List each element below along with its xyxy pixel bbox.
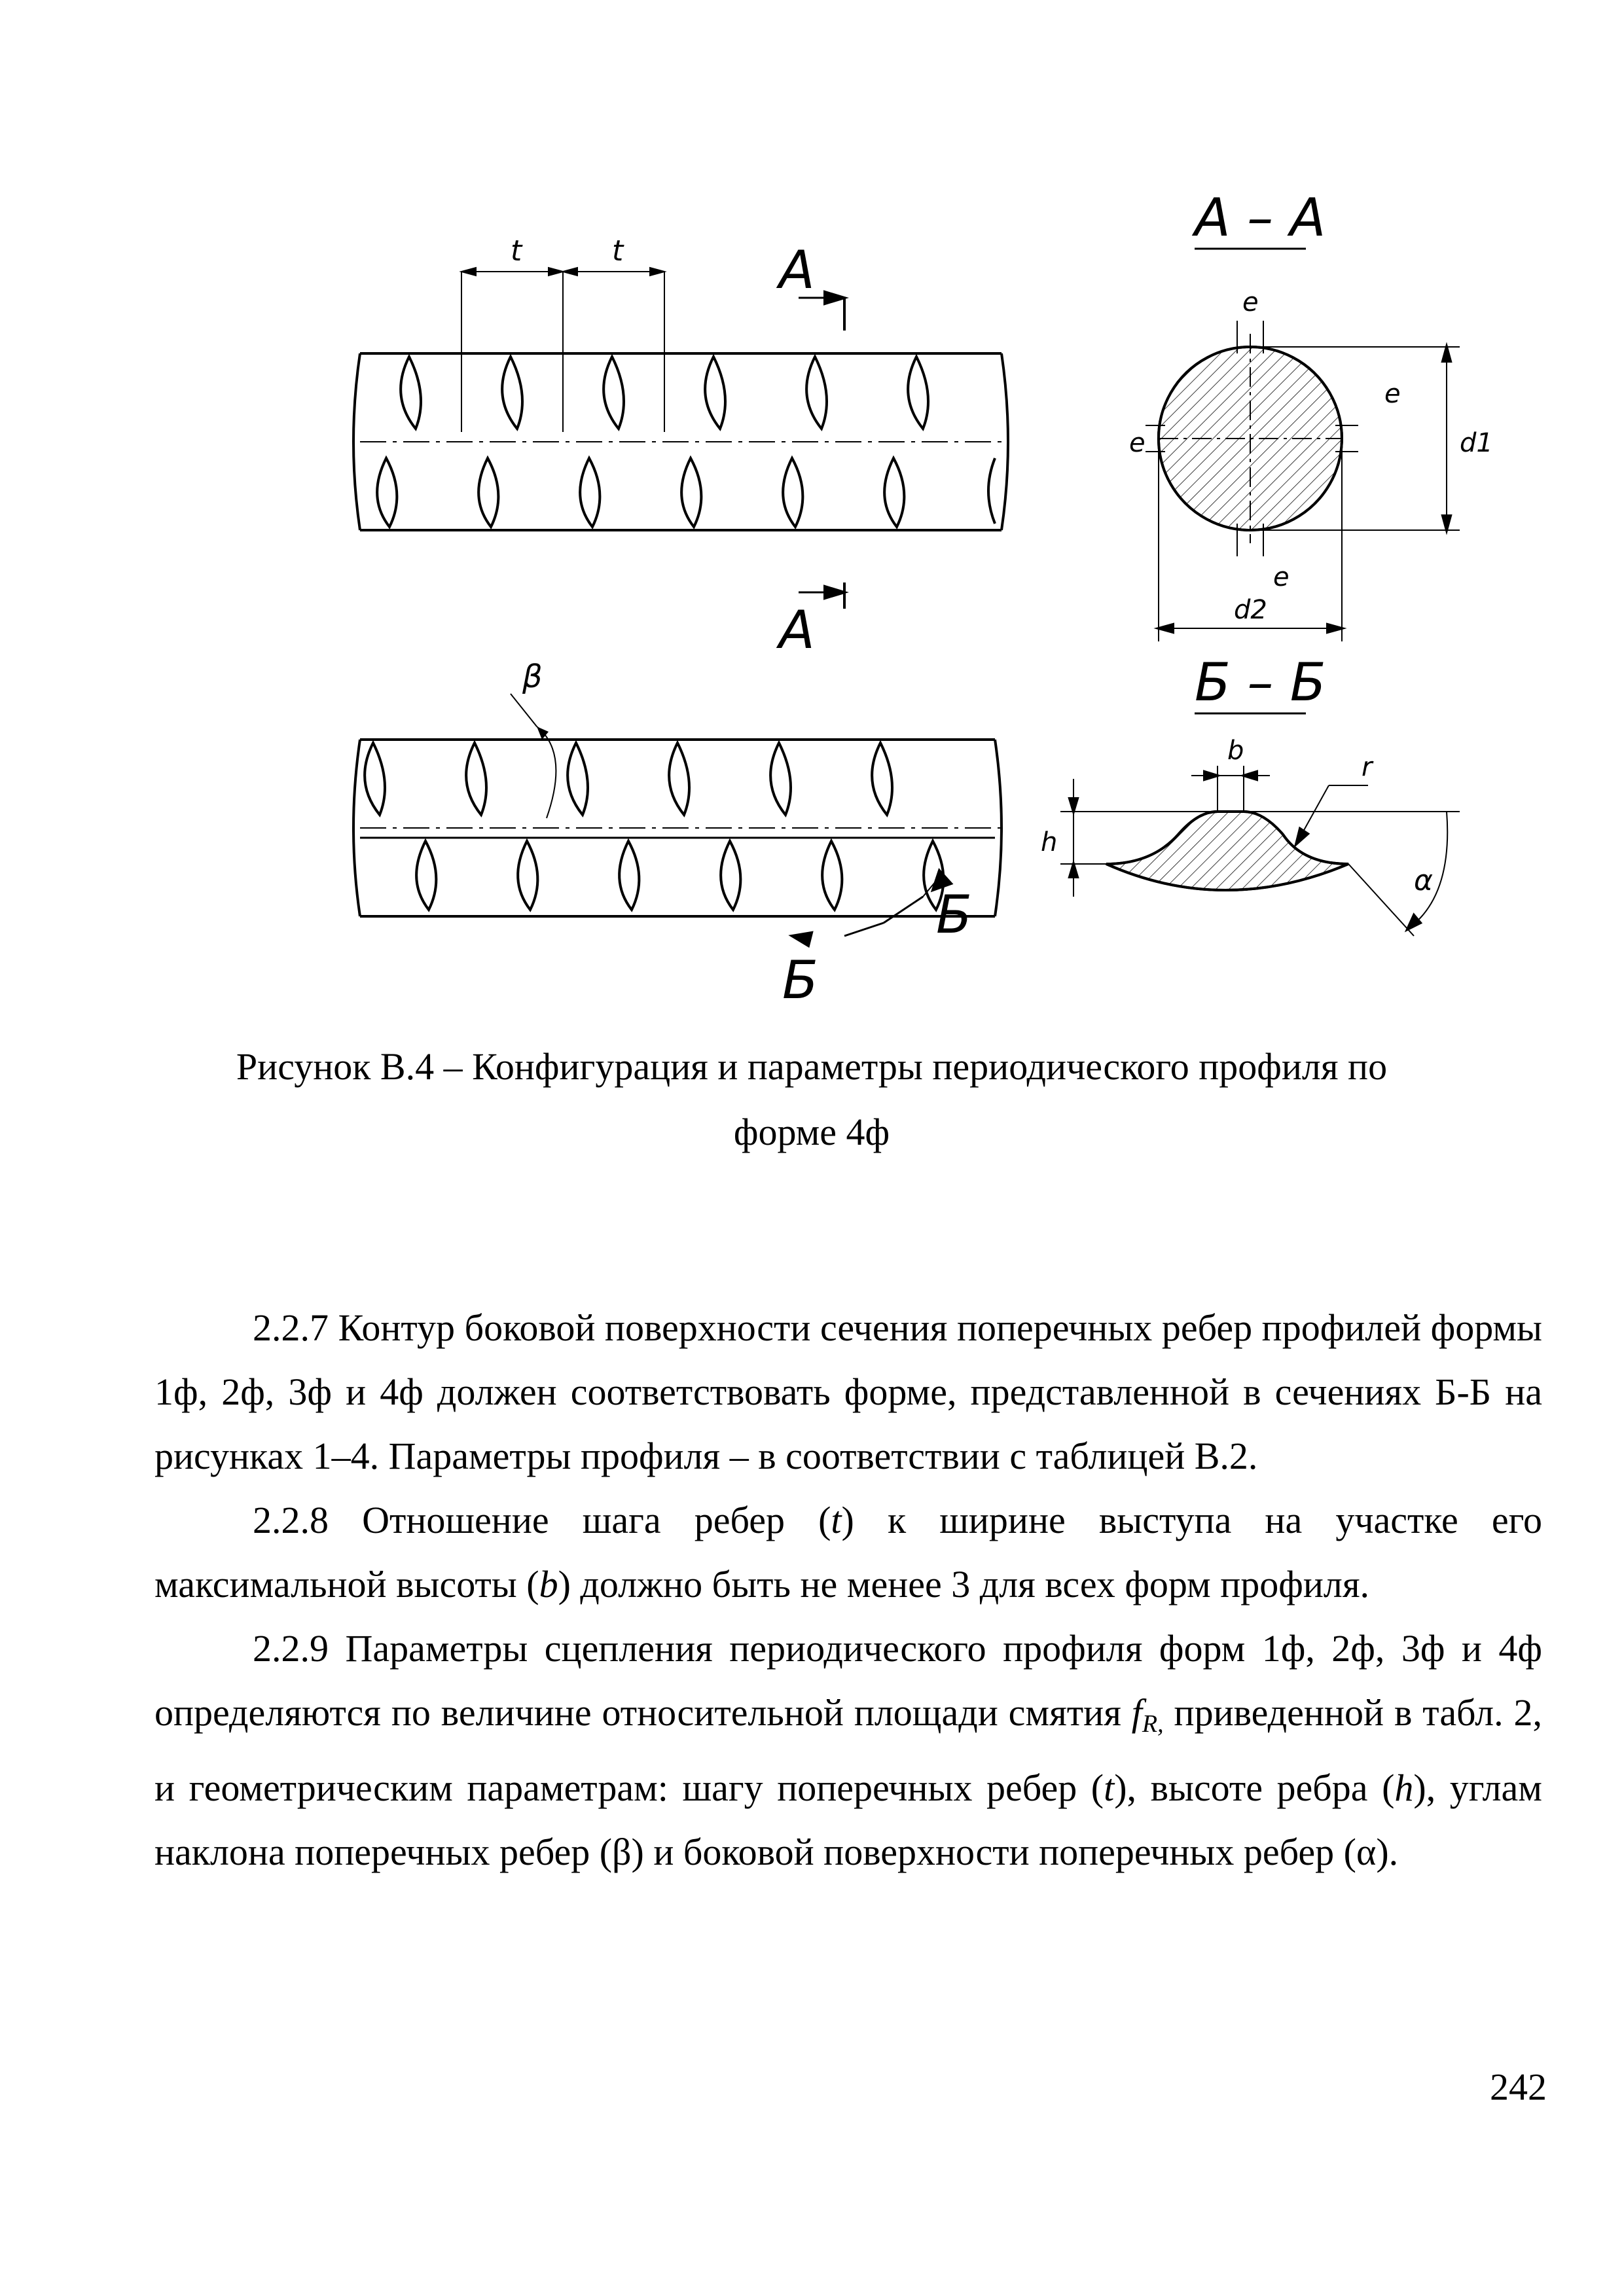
var-b: b <box>539 1563 558 1605</box>
ribs-lower-row <box>377 458 995 527</box>
cut-b-right-label: Б <box>936 884 972 945</box>
ribs-lower-row-b <box>416 841 943 910</box>
e-bottom-label: e <box>1273 562 1290 592</box>
rebar-side-view-top <box>353 234 1008 660</box>
body-text <box>154 1296 1542 1884</box>
var-t-2: t <box>1104 1767 1115 1809</box>
section-bb <box>1041 652 1460 936</box>
paragraph-2-2-8: 2.2.8 Отношение шага ребер (t) к ширине выступа на участке его максимальной высоты (b) должно быть не менее 3 для всех форм профиля. <box>154 1499 1542 1605</box>
b-label: b <box>1227 736 1244 766</box>
e-top-label: e <box>1242 287 1259 317</box>
h-label: h <box>1041 827 1058 857</box>
var-f: f <box>1131 1691 1142 1734</box>
ribs-upper-row-b <box>365 743 892 815</box>
cut-a-bottom-label: А <box>779 600 815 660</box>
e-right-label: e <box>1384 379 1401 409</box>
var-f-sub: R, <box>1142 1710 1164 1738</box>
cut-b-bottom-label: Б <box>782 950 818 1011</box>
d2-label: d2 <box>1234 595 1267 625</box>
paragraph-2-2-7: 2.2.7 Контур боковой поверхности сечения поперечных ребер профилей формы 1ф, 2ф, 3ф и 4ф должен соответствовать форме, представленной в сечениях Б-Б на рисунках 1–4. Параметры профиля – в соответствии с таблицей В.2. <box>154 1306 1542 1477</box>
section-b-marker <box>792 870 951 946</box>
figure-rebar-profile <box>347 187 1493 1021</box>
var-h: h <box>1394 1767 1414 1809</box>
pitch-label-2: t <box>612 234 624 268</box>
figure-caption <box>170 1034 1453 1165</box>
page-number: 242 <box>1490 2066 1547 2108</box>
caption-line-1: Рисунок В.4 – Конфигурация и параметры периодического профиля по <box>236 1045 1388 1088</box>
section-aa-title: А – А <box>1195 187 1326 248</box>
section-aa <box>1129 187 1493 641</box>
paragraph-2-2-9: 2.2.9 Параметры сцепления периодического профиля форм 1ф, 2ф, 3ф и 4ф определяются по величине относительной площади смятия $f_{R,}$ приведенной в табл. 2, и геометрическим параметрам: шагу поперечных ребер (t), высоте ребра (h), углам наклона поперечных ребер (β) и боковой поверхности поперечных ребер (α). <box>154 1627 1542 1873</box>
rebar-side-view-bottom <box>353 658 1008 1011</box>
section-a-marker <box>799 292 844 609</box>
e-left-label: e <box>1129 428 1146 458</box>
section-bb-title: Б – Б <box>1195 652 1326 713</box>
cut-a-top-label: А <box>779 240 815 300</box>
caption-line-2: форме 4ф <box>733 1111 890 1153</box>
d1-label: d1 <box>1460 428 1493 458</box>
r-label: r <box>1362 752 1373 782</box>
pitch-label-1: t <box>511 234 522 268</box>
alpha-label: α <box>1414 864 1434 897</box>
pitch-dimension <box>461 268 664 432</box>
var-t: t <box>831 1499 842 1541</box>
beta-label: β <box>522 658 543 695</box>
